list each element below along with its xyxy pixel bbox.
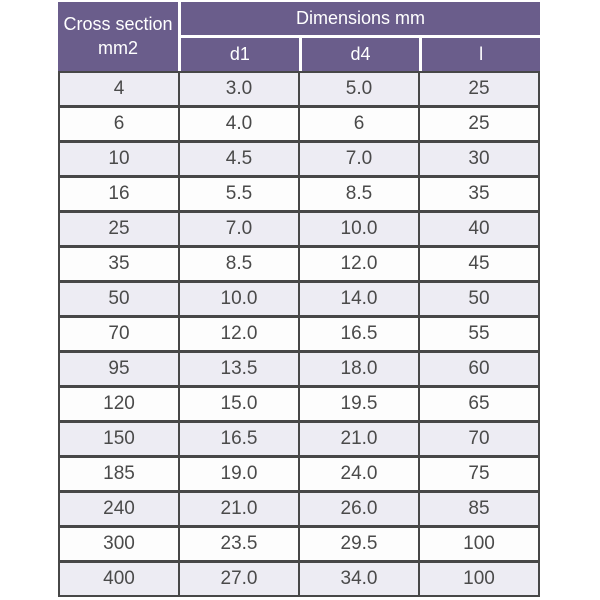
table-cell: 75 [420,458,538,490]
table-cell: 6 [300,108,418,140]
table-cell: 19.5 [300,388,418,420]
table-cell: 4 [60,73,178,105]
corner-header-cross-section [58,2,178,71]
table-cell: 50 [420,283,538,315]
corner-header-line1: Cross section [63,14,173,35]
column-header-d1: d1 [181,38,299,71]
dimensions-table [58,2,540,597]
table-cell: 26.0 [300,493,418,525]
table-cell: 95 [60,353,178,385]
table-cell: 70 [420,423,538,455]
table-header [58,2,540,71]
table-cell: 27.0 [180,563,298,595]
table-cell: 19.0 [180,458,298,490]
table-cell: 10.0 [300,213,418,245]
table-cell: 7.0 [180,213,298,245]
table-cell: 35 [420,178,538,210]
table-cell: 150 [60,423,178,455]
table-cell: 34.0 [300,563,418,595]
table-cell: 21.0 [180,493,298,525]
table-cell: 45 [420,248,538,280]
table-cell: 70 [60,318,178,350]
table-cell: 24.0 [300,458,418,490]
table-cell: 4.5 [180,143,298,175]
table-cell: 16 [60,178,178,210]
table-cell: 5.0 [300,73,418,105]
table-cell: 60 [420,353,538,385]
table-cell: 15.0 [180,388,298,420]
table-cell: 10.0 [180,283,298,315]
table-cell: 100 [420,563,538,595]
table-cell: 100 [420,528,538,560]
table-cell: 55 [420,318,538,350]
table-cell: 35 [60,248,178,280]
table-cell: 40 [420,213,538,245]
header-right-group [181,2,540,71]
table-cell: 185 [60,458,178,490]
column-header-l: l [422,38,540,71]
table-cell: 8.5 [300,178,418,210]
table-cell: 300 [60,528,178,560]
table-cell: 12.0 [300,248,418,280]
table-cell: 240 [60,493,178,525]
table-cell: 6 [60,108,178,140]
corner-header-line2: mm2 [98,37,138,58]
table-cell: 8.5 [180,248,298,280]
table-cell: 5.5 [180,178,298,210]
table-cell: 29.5 [300,528,418,560]
column-header-d4: d4 [302,38,420,71]
table-cell: 13.5 [180,353,298,385]
table-cell: 4.0 [180,108,298,140]
sub-header-row [181,38,540,71]
table-cell: 23.5 [180,528,298,560]
table-cell: 25 [420,73,538,105]
table-cell: 7.0 [300,143,418,175]
table-cell: 30 [420,143,538,175]
table-cell: 85 [420,493,538,525]
table-cell: 3.0 [180,73,298,105]
table-cell: 120 [60,388,178,420]
table-cell: 14.0 [300,283,418,315]
table-cell: 25 [420,108,538,140]
table-cell: 12.0 [180,318,298,350]
table-cell: 10 [60,143,178,175]
table-body [58,71,540,597]
group-header-dimensions: Dimensions mm [181,2,540,35]
table-cell: 18.0 [300,353,418,385]
table-cell: 21.0 [300,423,418,455]
table-cell: 400 [60,563,178,595]
table-cell: 16.5 [300,318,418,350]
table-cell: 50 [60,283,178,315]
table-cell: 16.5 [180,423,298,455]
table-cell: 65 [420,388,538,420]
table-cell: 25 [60,213,178,245]
